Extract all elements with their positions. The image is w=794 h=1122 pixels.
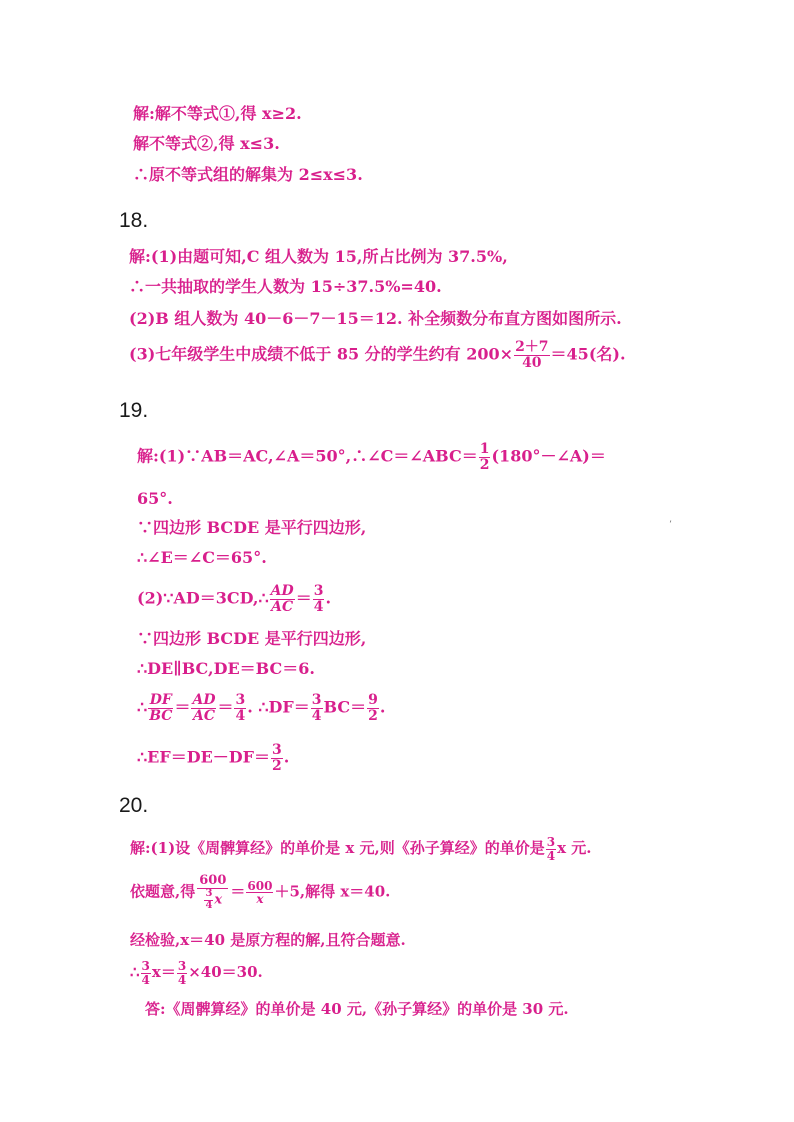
text-segment: 依题意,得 (130, 882, 196, 901)
text-segment: x＝ (151, 963, 176, 982)
numerator: 3 (205, 888, 213, 900)
fraction (479, 442, 491, 472)
answer-line-with-fraction (129, 340, 626, 370)
denominator: AC (271, 598, 294, 615)
denominator: 4 (311, 707, 322, 724)
numerator: 2＋7 (515, 339, 549, 355)
denominator: 4 (313, 598, 324, 615)
numerator: 3 (177, 959, 187, 973)
text-segment: . (283, 747, 290, 767)
answer-line-with-fraction (137, 442, 606, 472)
fraction (148, 693, 173, 723)
variable: x (214, 892, 223, 908)
answer-line: 解:解不等式①,得 x≥2. (133, 104, 302, 123)
answer-line: 65°. (137, 489, 173, 508)
fraction (234, 693, 246, 723)
numerator: 3 (141, 959, 150, 973)
text-segment: 解:(1)设《周髀算经》的单价是 x 元,则《孙子算经》的单价是 (130, 839, 545, 858)
question-number-18: 18. (119, 209, 149, 232)
text-segment: BC＝ (323, 697, 367, 717)
denominator: 4 (177, 972, 187, 987)
text-segment: ×40＝30. (188, 963, 263, 982)
text-segment: x 元. (557, 839, 592, 858)
text-segment: ＝ (217, 697, 234, 717)
text-segment: (3)七年级学生中成绩不低于 85 分的学生约有 200× (129, 344, 514, 364)
denominator: 2 (479, 456, 490, 473)
denominator: 2 (368, 707, 378, 724)
fraction (270, 584, 295, 614)
answer-line: 经检验,x＝40 是原方程的解,且符合题意. (130, 931, 406, 949)
denominator: 40 (522, 354, 542, 371)
text-segment: ∴ (130, 963, 140, 982)
text-segment: (180°－∠A)＝ (491, 446, 606, 466)
stray-mark: ʼ (669, 520, 672, 529)
numerator: 3 (272, 742, 282, 758)
fraction (177, 960, 187, 986)
fraction (204, 889, 213, 911)
answer-line: ∵四边形 BCDE 是平行四边形, (137, 518, 367, 537)
fraction (191, 693, 216, 723)
numerator: 3 (311, 692, 322, 708)
answer-line-with-fraction (130, 960, 263, 986)
numerator: AD (192, 692, 216, 708)
answer-line-with-fraction (130, 836, 592, 862)
text-segment: ＝ (295, 588, 312, 608)
fraction (367, 693, 379, 723)
text-segment: ∴ (137, 697, 148, 717)
answer-line: 解不等式②,得 x≤3. (133, 134, 280, 153)
text-segment: 解:(1)∵AB＝AC,∠A＝50°,∴∠C＝∠ABC＝ (137, 446, 478, 466)
answer-line: 答:《周髀算经》的单价是 40 元,《孙子算经》的单价是 30 元. (145, 1000, 569, 1018)
text-segment: . (325, 588, 332, 608)
denominator: AC (192, 707, 215, 724)
fraction (246, 880, 273, 906)
text-segment: ＝ (230, 882, 246, 901)
text-segment: . ∴DF＝ (247, 697, 310, 717)
answer-line-with-fraction (130, 874, 390, 911)
text-segment: ＝ (174, 697, 191, 717)
answer-line: ∴一共抽取的学生人数为 15÷37.5%=40. (129, 277, 442, 296)
answer-line-with-fraction (137, 584, 331, 614)
complex-fraction (197, 874, 228, 911)
fraction (311, 693, 323, 723)
question-number-20: 20. (119, 794, 149, 817)
answer-line: 解:(1)由题可知,C 组人数为 15,所占比例为 37.5%, (129, 247, 508, 266)
numerator: 3 (235, 692, 246, 708)
question-number-19: 19. (119, 399, 149, 422)
denominator: 4 (141, 972, 150, 987)
denominator: BC (149, 707, 173, 724)
fraction (546, 836, 556, 862)
answer-line: ∴原不等式组的解集为 2≤x≤3. (133, 165, 363, 184)
answer-line-with-fraction (137, 693, 385, 723)
numerator: 600 (247, 878, 273, 893)
fraction (271, 743, 283, 773)
answer-line: ∴∠E＝∠C＝65°. (137, 548, 267, 567)
denominator: 4 (546, 848, 556, 863)
denominator: 4 (205, 899, 213, 911)
answer-line-with-fraction (137, 743, 289, 773)
text-segment: ∴EF＝DE－DF＝ (137, 747, 271, 767)
numerator: DF (149, 692, 172, 708)
fraction (313, 584, 325, 614)
denominator: 2 (272, 757, 282, 774)
text-segment: ＝45(名). (550, 344, 626, 364)
numerator: AD (270, 583, 294, 599)
answer-line: ∴DE∥BC,DE＝BC＝6. (137, 659, 315, 678)
numerator: 9 (368, 692, 378, 708)
fraction (141, 960, 151, 986)
answer-line: (2)B 组人数为 40－6－7－15＝12. 补全频数分布直方图如图所示. (129, 309, 622, 328)
numerator: 1 (479, 441, 490, 457)
numerator: 600 (199, 873, 227, 888)
fraction (514, 340, 549, 370)
numerator: 3 (546, 835, 556, 849)
denominator: 4 (235, 707, 246, 724)
text-segment: ＋5,解得 x＝40. (274, 882, 391, 901)
answer-line: ∵四边形 BCDE 是平行四边形, (137, 629, 367, 648)
denominator: x (256, 892, 264, 907)
numerator: 3 (313, 583, 324, 599)
denominator (197, 889, 228, 911)
text-segment: (2)∵AD＝3CD,∴ (137, 588, 269, 608)
text-segment: . (379, 697, 386, 717)
